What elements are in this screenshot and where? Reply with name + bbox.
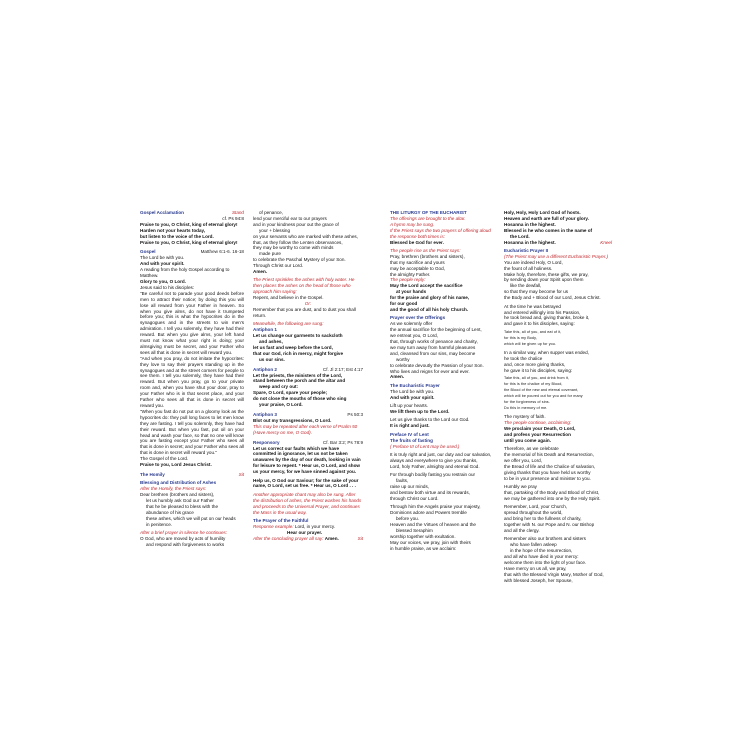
- antiphon-3-heading: Antiphon 3 Ps 50:3: [253, 412, 363, 417]
- homily-heading: The Homily Sit: [140, 471, 244, 477]
- acclamation-line: but listen to the voice of the Lord.: [140, 233, 214, 239]
- acclamation-line: Harden not your hearts today,: [140, 227, 206, 233]
- column-4: Holy, Holy, Holy Lord God of hosts. Heaven and earth are full of your glory. Hosanna in the highest. Blessed is he who comes in the name of the Lord. Hosanna in the highest. Kneel Eucharistic Prayer II (The Priest may use a different Eucharistic Prayer.) You are indeed Holy, O Lord, the fount of all holiness. Make holy, therefore, these gifts, we pray, by sending down your Spirit upon them like the dewfall, so that they may become for us the Body and + Blood of our Lord, Jesus Christ. At the time he was betrayed and entered willingly into his Passion, he took bread and, giving thanks, broke it, and gave it to his disciples, saying: Take this, all of you, and eat of it, for this is my Body, which will be given up for you. In a similar way, when supper was ended, he took the chalice and, once more giving thanks, he gave it to his disciples, saying: Take this, all of you, and drink from it, for this is the chalice of my Blood, the Blood of the new and eternal covenant, which will be poured out for you and for many for the forgiveness of sins. Do this in memory of me. The mystery of faith. The people continue, acclaiming: We proclaim your Death, O Lord, and profess your Resurrection until you come again. Therefore, as we celebrate the memorial of his Death and Resurrection, we offer you, Lord, the Bread of life and the Chalice of salvation, giving thanks that you have held us worthy to be in your presence and minister to you. Humbly we pray that, partaking of the Body and Blood of Christ, we may be gathered into one by the Holy Spirit. Remember, Lord, your Church, spread throughout the world, and bring her to the fullness of charity, together with N. our Pope and N. our Bishop and all the clergy. Remember also our brothers and sisters who have fallen asleep in the hope of the resurrection, and all who have died in your mercy: welcome them into the light of your face. Have mercy on us all, we pray, that with the Blessed Virgin Mary, Mother of God, with blessed Joseph, her Spouse,: [504, 210, 612, 583]
- missal-page: [140, 210, 750, 583]
- gospel-paragraph: "And when you pray, do not imitate the hypocrites: they love to say their prayers standing up in the synagogues and at the street corners for people to see them. I tell you solemnly, they have had their reward. But when you pray, go to your private room and, when you have shut your door, pray to your Father who is in that secret place, and your Father who sees all that is done in secret will reward you.: [140, 355, 244, 408]
- antiphon-1-heading: Antiphon 1: [253, 327, 277, 333]
- eucharistic-prayer-ii-heading: Eucharistic Prayer II: [504, 247, 549, 253]
- antiphon-2-heading: Antiphon 2 Cf. Jl 2:17; Est 4:17: [253, 366, 363, 372]
- column-3: THE LITURGY OF THE EUCHARIST The offerings are brought to the altar. A hymn may be sung. If the Priest says the two prayers of offering aloud the response both times is: Blessed be God for ever. The people rise as the Priest says: Pray, brethren (brothers and sisters), that my sacrifice and yours may be acceptable to God, the almighty Father. The people reply: May the Lord accept the sacrifice at your hands for the praise and glory of his name, for our good and the good of all his holy Church. Prayer over the Offerings As we solemnly offer the annual sacrifice for the beginning of Lent, we entreat you, O Lord, that, through works of penance and charity, we may turn away from harmful pleasures and, cleansed from our sins, may become worthy to celebrate devoutly the Passion of your Son. Who lives and reigns for ever and ever. Amen. The Eucharistic Prayer The Lord be with you. And with your spirit. Lift up your hearts. We lift them up to the Lord. Let us give thanks to the Lord our God. It is right and just. Preface IV of Lent The fruits of fasting ( Preface III of Lent may be used.) It is truly right and just, our duty and our salvation, always and everywhere to give you thanks, Lord, holy Father, almighty and eternal God. For through bodily fasting you restrain our faults, raise up our minds, and bestow both virtue and its rewards, through Christ our Lord. Through him the Angels praise your majesty, Dominions adore and Powers tremble before you. Heaven and the Virtues of heaven and the blessed Seraphim worship together with exultation. May our voices, we pray, join with theirs in humble praise, as we acclaim:: [390, 210, 497, 551]
- column-1: Gospel Acclamation Stand cf. Ps 94:8 Praise to you, O Christ, king of eternal glory! Harden not your hearts today, but listen to the voice of the Lord. Praise to you, O Christ, king of eternal glory! Gospel Matthew 6:1-6. 16-18 The Lord be with you. And with your spirit. A reading from the holy Gospel according to Matthew. Glory to you, O Lord. Jesus said to his disciples: "Be careful not to parade your good deeds before men to attract their notice; by doing this you will lose all reward from your Father in heaven. So when you give alms, do not have it trumpeted before you; this is what the hypocrites do in the synagogues and in the streets to win men's admiration. I tell you solemnly, they have had their reward. But when you give alms, your left hand must not know what your right is doing; your almsgiving must be secret, and your Father who sees all that is done in secret will reward you. "And when you pray, do not imitate the hypocrites: they love to say their prayers standing up in the synagogues and at the street corners for people to see them. I tell you solemnly, they have had their reward. But when you pray, go to your private room and, when you have shut your door, pray to your Father who is in that secret place, and your Father who sees all that is done in secret will reward you. "When you fast do not put on a gloomy look as the hypocrites do: they pull long faces to let men know they are fasting. I tell you solemnly, they have had their reward. But when you fast, put oil on your head and wash your face, so that no one will know you are fasting except your Father who sees all that is done in secret; and your Father who sees all that is done in secret will reward you." The Gospel of the Lord. Praise to you, Lord Jesus Christ. The Homily Sit Blessing and Distribution of Ashes After the Homily, the Priest says: Dear brethren (brothers and sisters), let us humbly ask God our Father that he be pleased to bless with the abundance of his grace these ashes, which we will put on our heads in penitence. After a brief prayer in silence he continues: O God, who are moved by acts of humility and respond with forgiveness to works: [140, 210, 244, 547]
- gospel-paragraph: "Be careful not to parade your good deeds before men to attract their notice; by doing this you will lose all reward from your Father in heaven. So when you give alms, do not have it trumpeted before you; this is what the hypocrites do in the synagogues and in the streets to win men's admiration. I tell you solemnly, they have had their reward. But when you give alms, your left hand must not know what your right is doing; your almsgiving must be secret, and your Father who sees all that is done in secret will reward you.: [140, 290, 244, 355]
- liturgy-eucharist-heading: THE LITURGY OF THE EUCHARIST: [390, 210, 467, 215]
- gospel-heading: Gospel Matthew 6:1-6. 16-18: [140, 249, 244, 255]
- acclamation-line: Praise to you, O Christ, king of eternal glory!: [140, 221, 238, 227]
- eucharistic-prayer-heading: The Eucharistic Prayer: [390, 382, 440, 388]
- preface-heading: Preface IV of Lent: [390, 431, 429, 437]
- prayer-over-offerings-heading: Prayer over the Offerings: [390, 315, 446, 321]
- ashes-heading: Blessing and Distribution of Ashes: [140, 480, 217, 486]
- column-2: of penance, lend your merciful ear to our prayers and in your kindness pour out the grace of your + blessing on your servants who are marked with these ashes, that, as they follow the Lenten observances, they may be worthy to come with minds made pure to celebrate the Paschal Mystery of your Son. Through Christ our Lord. Amen. The Priest sprinkles the ashes with holy water. He then places the ashes on the head of those who approach him saying: Repent, and believe in the Gospel. Or: Remember that you are dust, and to dust you shall return. Meanwhile, the following are sung: Antiphon 1 Let us change our garments to sackcloth and ashes, let us fast and weep before the Lord, that our God, rich in mercy, might forgive us our sins. Antiphon 2 Cf. Jl 2:17; Est 4:17 Let the priests, the ministers of the Lord, stand between the porch and the altar and weep and cry out: Spare, O Lord, spare your people; do not close the mouths of those who sing your praise, O Lord. Antiphon 3 Ps 50:3 Blot out my transgressions, O Lord. This may be repeated after each verse of Psalm 50 (Have mercy on me, O God). Responsory Cf. Bar 3:2; Ps 78:9 Let us correct our faults which we have committed in ignorance, let us not be taken unawares by the day of our death, looking in vain for leisure to repent. * Hear us, O Lord, and show us your mercy, for we have sinned against you. Help us, O God our Saviour; for the sake of your name, O Lord, set us free. * Hear us, O Lord . . . Another appropriate chant may also be sung. After the distribution of ashes, the Priest washes his hands and proceeds to the Universal Prayer, and continues the Mass in the usual way. The Prayer of the Faithful Response example: Lord, in your mercy. Hear our prayer. After the concluding prayer all say: Amen. Sit: [253, 210, 363, 541]
- gospel-paragraph: "When you fast do not put on a gloomy look as the hypocrites do: they pull long faces to let men know they are fasting. I tell you solemnly, they have had their reward. But when you fast, put oil on your head and wash your face, so that no one will know you are fasting except your Father who sees all that is done in secret; and your Father who sees all that is done in secret will reward you.": [140, 408, 244, 456]
- gospel-acclamation-heading: Gospel Acclamation Stand: [140, 210, 244, 215]
- responsory-heading: Responsory Cf. Bar 3:2; Ps 78:9: [253, 439, 363, 445]
- prayer-of-the-faithful-heading: The Prayer of the Faithful: [253, 518, 309, 523]
- acclamation-line: Praise to you, O Christ, king of eternal glory!: [140, 239, 238, 245]
